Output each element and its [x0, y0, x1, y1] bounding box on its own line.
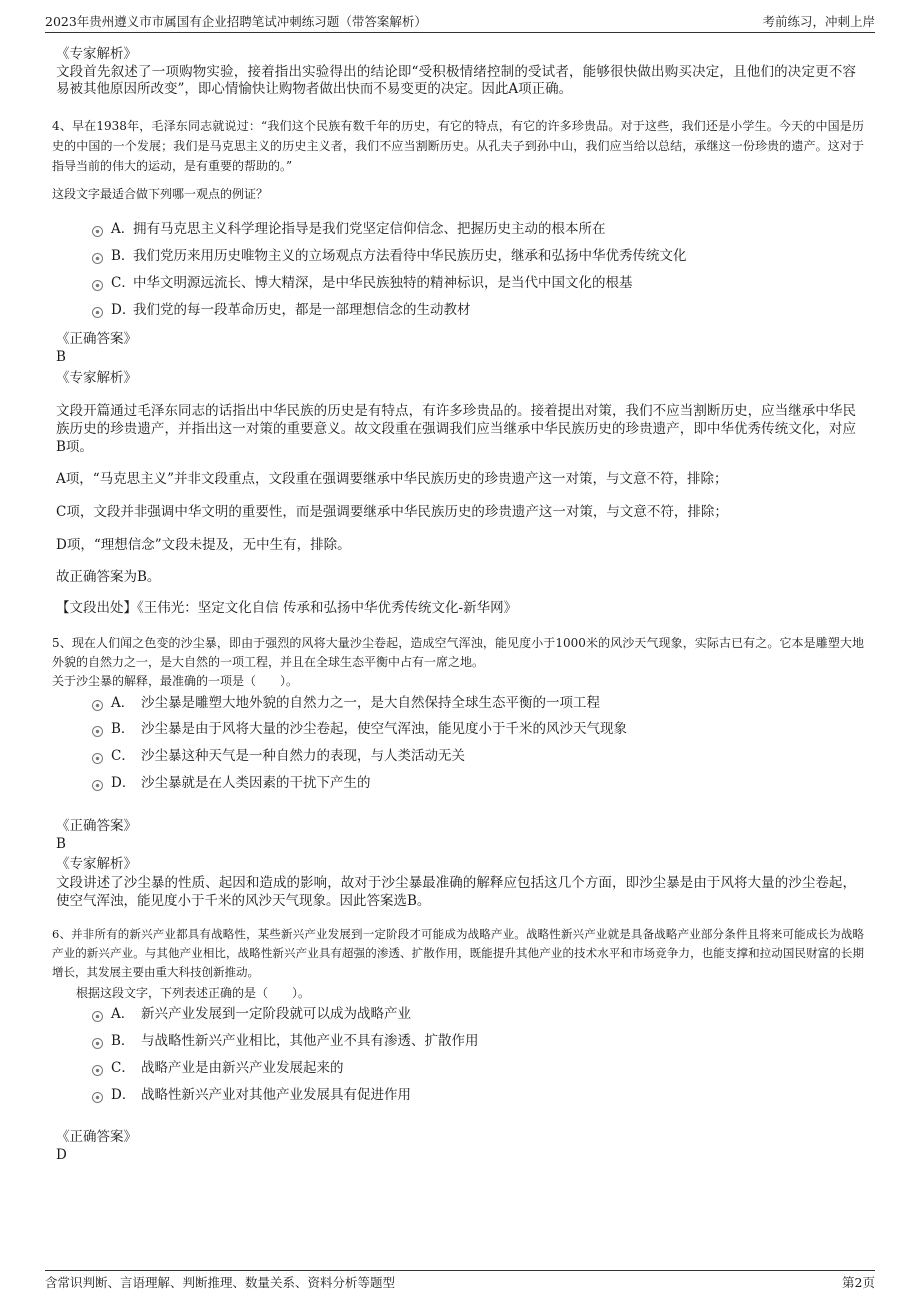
page-number: 第2页 — [842, 1275, 875, 1290]
correct-answer-label: 《正确答案》 — [56, 1129, 137, 1145]
option-letter: C． — [111, 748, 135, 764]
question-4-analysis-d: D项，“理想信念”文段未提及，无中生有，排除。 — [56, 537, 351, 553]
question-6-option-a[interactable] — [92, 1006, 411, 1022]
radio-icon[interactable] — [92, 1092, 103, 1103]
question-4-option-a[interactable] — [92, 221, 606, 237]
option-text: 新兴产业发展到一定阶段就可以成为战略产业 — [141, 1006, 411, 1022]
expert-analysis-text: 文段首先叙述了一项购物实验，接着指出实验得出的结论即“受积极情绪控制的受试者，能够很快做出购买决定，且他们的决定更不容易被其他原因所改变”，即心情愉快让购物者做出快而不易变更的决定。因此A项正确。 — [56, 64, 856, 97]
radio-icon[interactable] — [92, 780, 103, 791]
question-6-answer: D — [56, 1147, 67, 1163]
radio-icon[interactable] — [92, 726, 103, 737]
option-text: 沙尘暴是由于风将大量的沙尘卷起，使空气浑浊，能见度小于千米的风沙天气现象 — [141, 721, 627, 737]
question-5-option-c[interactable] — [92, 748, 465, 764]
question-5-prompt: 关于沙尘暴的解释，最准确的一项是（ ）。 — [52, 674, 299, 688]
correct-answer-label: 《正确答案》 — [56, 331, 137, 347]
footer-topics: 含常识判断、言语理解、判断推理、数量关系、资料分析等题型 — [45, 1275, 396, 1290]
document-title: 2023年贵州遵义市市属国有企业招聘笔试冲刺练习题（带答案解析） — [45, 14, 427, 29]
question-6-prompt: 根据这段文字，下列表述正确的是（ ）。 — [76, 986, 311, 1000]
expert-analysis-label: 《专家解析》 — [56, 370, 137, 386]
option-text: 拥有马克思主义科学理论指导是我们党坚定信仰信念、把握历史主动的根本所在 — [133, 221, 606, 237]
option-letter: C． — [111, 1060, 135, 1076]
option-letter: A． — [111, 695, 135, 711]
question-6-option-b[interactable] — [92, 1033, 479, 1049]
question-5-answer: B — [56, 836, 66, 852]
option-text: 我们党的每一段革命历史，都是一部理想信念的生动教材 — [133, 302, 471, 318]
radio-icon[interactable] — [92, 307, 103, 318]
question-4-stem: 4、早在1938年，毛泽东同志就说过：“我们这个民族有数千年的历史，有它的特点，有它的许多珍贵品。对于这些，我们还是小学生。今天的中国是历史的中国的一个发展；我们是马克思主义的历史主义者，我们不应当割断历史。从孔夫子到孙中山，我们应当给以总结，承继这一份珍贵的遗产。这对于指导当前的伟大的运动，是有重要的帮助的。” — [52, 119, 864, 173]
question-6-option-c[interactable] — [92, 1060, 344, 1076]
question-4-analysis-a: A项，“马克思主义”并非文段重点，文段重在强调要继承中华民族历史的珍贵遗产这一对策，与文意不符，排除； — [56, 471, 728, 487]
radio-icon[interactable] — [92, 700, 103, 711]
option-letter: A． — [111, 221, 135, 237]
option-letter: C． — [111, 275, 135, 291]
page-header — [45, 12, 875, 33]
question-4-option-c[interactable] — [92, 275, 633, 291]
option-letter: D． — [111, 775, 136, 791]
option-text: 中华文明源远流长、博大精深，是中华民族独特的精神标识，是当代中国文化的根基 — [133, 275, 633, 291]
correct-answer-label: 《正确答案》 — [56, 818, 137, 834]
radio-icon[interactable] — [92, 253, 103, 264]
option-letter: A． — [111, 1006, 135, 1022]
option-letter: D． — [111, 302, 136, 318]
question-5-analysis: 文段讲述了沙尘暴的性质、起因和造成的影响，故对于沙尘暴最准确的解释应包括这几个方面，即沙尘暴是由于风将大量的沙尘卷起，使空气浑浊，能见度小于千米的风沙天气现象。因此答案选B。 — [56, 875, 856, 909]
question-4-prompt: 这段文字最适合做下列哪一观点的例证？ — [52, 187, 269, 201]
radio-icon[interactable] — [92, 280, 103, 291]
question-4-option-d[interactable] — [92, 302, 471, 318]
radio-icon[interactable] — [92, 1065, 103, 1076]
question-6-option-d[interactable] — [92, 1087, 411, 1103]
option-letter: D． — [111, 1087, 136, 1103]
question-5-option-a[interactable] — [92, 695, 600, 711]
question-5-stem: 5、现在人们闻之色变的沙尘暴，即由于强烈的风将大量沙尘卷起，造成空气浑浊，能见度小于1000米的风沙天气现象，实际古已有之。它本是雕塑大地外貌的自然力之一，是大自然的一项工程，并且在全球生态平衡中占有一席之地。 — [52, 636, 864, 669]
header-slogan: 考前练习，冲刺上岸 — [762, 14, 875, 29]
question-4-analysis-c: C项，文段并非强调中华文明的重要性，而是强调要继承中华民族历史的珍贵遗产这一对策，与文意不符，排除； — [56, 504, 728, 520]
option-text: 与战略性新兴产业相比，其他产业不具有渗透、扩散作用 — [141, 1033, 479, 1049]
question-4-analysis: 文段开篇通过毛泽东同志的话指出中华民族的历史是有特点，有许多珍贵品的。接着提出对策，我们不应当割断历史，应当继承中华民族历史的珍贵遗产，并指出这一对策的重要意义。故文段重在强调我们应当继承中华民族历史的珍贵遗产，即中华优秀传统文化，对应B项。 — [56, 403, 856, 455]
option-text: 沙尘暴这种天气是一种自然力的表现，与人类活动无关 — [141, 748, 465, 764]
question-4-answer: B — [56, 349, 66, 365]
option-letter: B． — [111, 1033, 135, 1049]
expert-analysis-label: 《专家解析》 — [56, 46, 137, 62]
radio-icon[interactable] — [92, 753, 103, 764]
question-4-conclusion: 故正确答案为B。 — [56, 569, 161, 585]
question-5-option-b[interactable] — [92, 721, 627, 737]
option-text: 沙尘暴就是在人类因素的干扰下产生的 — [141, 775, 371, 791]
option-letter: B． — [111, 721, 135, 737]
page-footer — [45, 1270, 875, 1295]
question-6-stem: 6、并非所有的新兴产业都具有战略性，某些新兴产业发展到一定阶段才可能成为战略产业。战略性新兴产业就是具备战略产业部分条件且将来可能成长为战略产业的新兴产业。与其他产业相比，战略性新兴产业具有超强的渗透、扩散作用，既能提升其他产业的技术水平和市场竞争力，也能支撑和拉动国民财富的长期增长，其发展主要由重大科技创新推动。 — [52, 927, 864, 979]
option-text: 我们党历来用历史唯物主义的立场观点方法看待中华民族历史，继承和弘扬中华优秀传统文化 — [133, 248, 687, 264]
radio-icon[interactable] — [92, 226, 103, 237]
question-4-source: 【文段出处】《王伟光：坚定文化自信 传承和弘扬中华优秀传统文化-新华网》 — [56, 600, 518, 616]
question-4-option-b[interactable] — [92, 248, 687, 264]
option-text: 战略性新兴产业对其他产业发展具有促进作用 — [141, 1087, 411, 1103]
radio-icon[interactable] — [92, 1038, 103, 1049]
radio-icon[interactable] — [92, 1011, 103, 1022]
question-5-option-d[interactable] — [92, 775, 371, 791]
option-text: 战略产业是由新兴产业发展起来的 — [141, 1060, 344, 1076]
option-letter: B． — [111, 248, 135, 264]
expert-analysis-label: 《专家解析》 — [56, 856, 137, 872]
option-text: 沙尘暴是雕塑大地外貌的自然力之一，是大自然保持全球生态平衡的一项工程 — [141, 695, 600, 711]
